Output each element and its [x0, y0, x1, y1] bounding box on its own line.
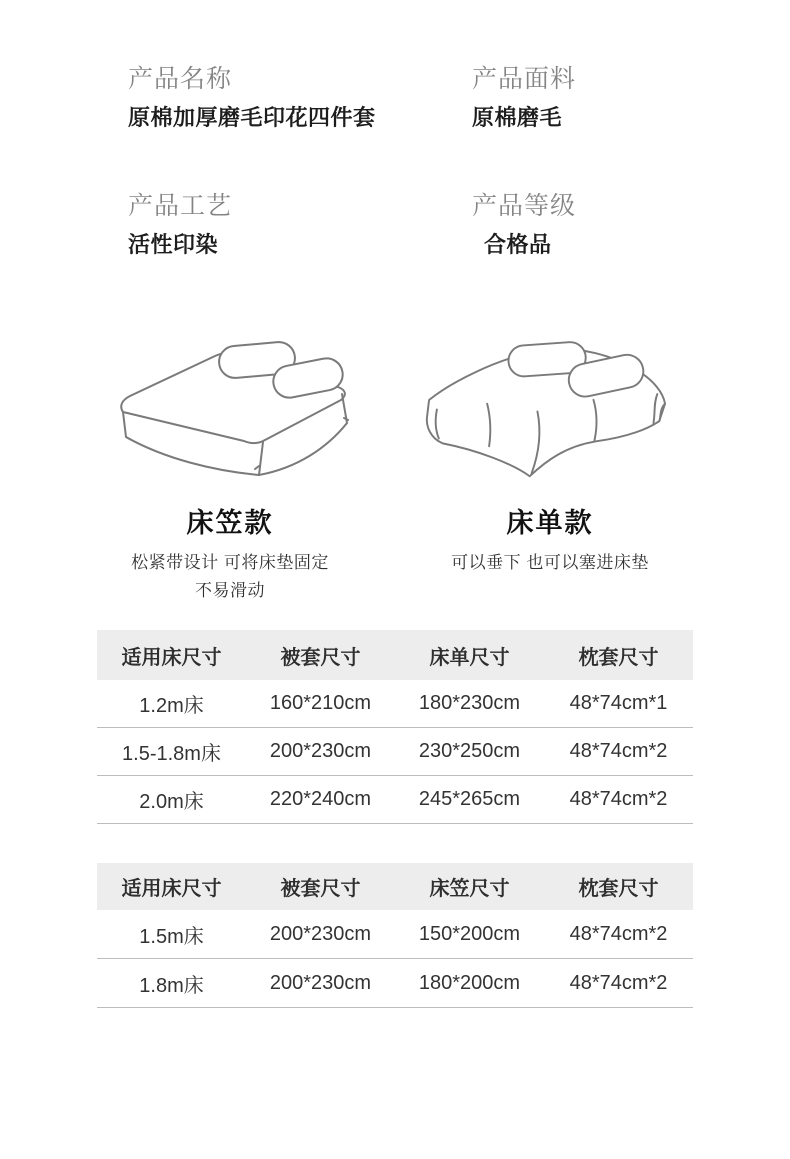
- column-header: 床单尺寸: [429, 646, 510, 669]
- style-description-line2: 不易滑动: [195, 581, 265, 600]
- fitted-sheet-bed-icon: [103, 338, 357, 483]
- spec-value: 活性印染: [128, 232, 219, 257]
- spec-value: 合格品: [484, 232, 552, 257]
- table-cell: 230*250cm: [418, 740, 521, 762]
- table-cell: 48*74cm*2: [569, 971, 668, 994]
- size-table-fitted-sheet: [97, 863, 693, 1008]
- column-header: 枕套尺寸: [578, 878, 659, 900]
- table-cell: 245*265cm: [418, 788, 521, 810]
- style-block-flat-sheet: [418, 338, 682, 577]
- style-description: [103, 549, 357, 605]
- table-cell: 200*230cm: [269, 740, 372, 762]
- table-cell: 1.2m床: [139, 695, 204, 717]
- style-description-line1: 松紧带设计 可将床垫固定: [131, 553, 329, 572]
- style-description: [418, 549, 682, 577]
- table-cell: 200*230cm: [269, 971, 372, 994]
- column-header: 适用床尺寸: [121, 646, 222, 669]
- table-cell: 2.0m床: [139, 791, 204, 813]
- column-header: 被套尺寸: [280, 878, 361, 900]
- style-name: 床单款: [506, 508, 594, 538]
- table-row: [97, 728, 693, 776]
- spec-value: 原棉加厚磨毛印花四件套: [128, 105, 376, 130]
- table-header-row: [97, 630, 693, 680]
- table-row: [97, 776, 693, 824]
- table-cell: 180*200cm: [418, 971, 521, 994]
- table-cell: 1.8m床: [139, 974, 204, 997]
- spec-product-fabric: [472, 64, 576, 133]
- style-name: 床笠款: [186, 508, 274, 538]
- table-row: [97, 959, 693, 1008]
- table-cell: 180*230cm: [418, 692, 521, 714]
- style-block-fitted-sheet: [103, 338, 357, 605]
- spec-value: 原棉磨毛: [472, 105, 563, 130]
- size-table-flat-sheet: [97, 630, 693, 824]
- table-cell: 1.5m床: [139, 925, 204, 948]
- table-row: [97, 910, 693, 959]
- spec-label: 产品面料: [472, 65, 577, 93]
- table-cell: 220*240cm: [269, 788, 372, 810]
- spec-product-craft: [128, 191, 232, 260]
- column-header: 适用床尺寸: [121, 878, 222, 900]
- spec-product-grade: [472, 191, 576, 260]
- table-header-row: [97, 863, 693, 910]
- style-description-line1: 可以垂下 也可以塞进床垫: [451, 553, 649, 572]
- table-cell: 200*230cm: [269, 922, 372, 945]
- spec-product-name: [128, 64, 376, 133]
- table-cell: 160*210cm: [269, 692, 372, 714]
- flat-sheet-bed-icon: [418, 338, 682, 483]
- spec-label: 产品等级: [472, 192, 577, 220]
- column-header: 枕套尺寸: [578, 646, 659, 669]
- column-header: 被套尺寸: [280, 646, 361, 669]
- table-cell: 48*74cm*1: [569, 692, 668, 714]
- table-cell: 48*74cm*2: [569, 788, 668, 810]
- table-cell: 1.5-1.8m床: [122, 743, 221, 765]
- spec-label: 产品工艺: [128, 192, 233, 220]
- table-cell: 48*74cm*2: [569, 740, 668, 762]
- table-row: [97, 680, 693, 728]
- table-cell: 150*200cm: [418, 922, 521, 945]
- table-cell: 48*74cm*2: [569, 922, 668, 945]
- column-header: 床笠尺寸: [429, 878, 510, 900]
- spec-label: 产品名称: [128, 65, 233, 93]
